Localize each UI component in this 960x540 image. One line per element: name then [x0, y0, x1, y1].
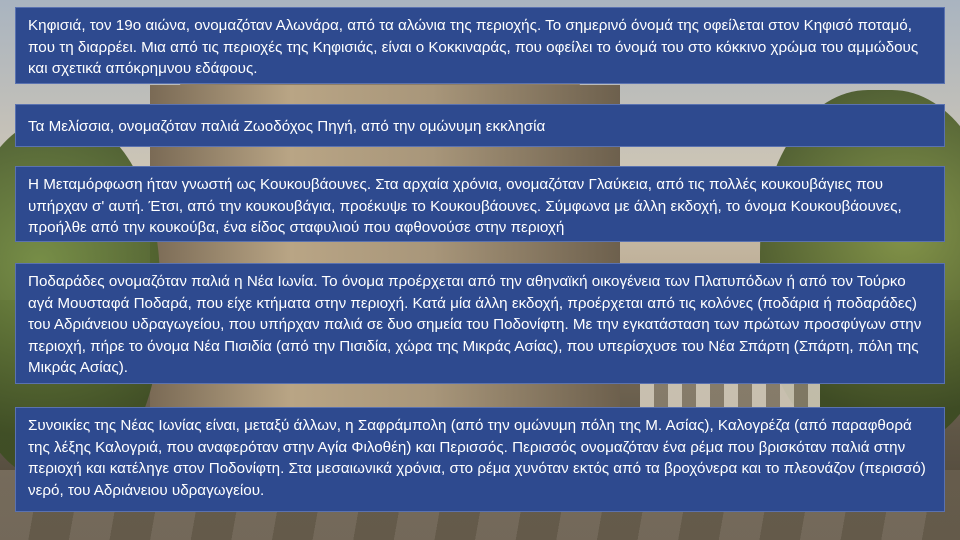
text-box-kifisia — [15, 7, 945, 84]
paragraph-metamorfosi: Η Μεταμόρφωση ήταν γνωστή ως Κουκουβάουνες. Στα αρχαία χρόνια, ονομαζόταν Γλαύκεια, από τις πολλές κουκουβάγιες που υπήρχαν σ' αυτή. Έτσι, από την κουκουβάγια, προέκυψε το Κουκουβάουνες. Σύμφωνα με άλλη εκδοχή, το όνομα Κουκουβάουνες, προήλθε από την κουκούβα, ένα είδος σταφυλιού που αφθονούσε στην περιοχή — [28, 176, 902, 236]
text-box-synoikies — [15, 407, 945, 512]
paragraph-kifisia: Κηφισιά, τον 19ο αιώνα, ονομαζόταν Αλωνάρα, από τα αλώνια της περιοχής. Το σημερινό όνομά της οφείλεται στον Κηφισό ποταμό, που τη διαρρέει. Μια από τις περιοχές της Κηφισιάς, είναι ο Κοκκιναράς, που οφείλει το όνομά του στο κόκκινο χρώμα του αμμώδους και σχετικά απόκρημνου εδάφους. — [28, 17, 919, 77]
paragraph-melissia: Τα Μελίσσια, ονομαζόταν παλιά Ζωοδόχος Πηγή, από την ομώνυμη εκκλησία — [28, 118, 546, 135]
text-box-metamorfosi — [15, 166, 945, 242]
text-box-nea-ionia — [15, 263, 945, 384]
paragraph-nea-ionia: Ποδαράδες ονομαζόταν παλιά η Νέα Ιωνία. Το όνομα προέρχεται από την αθηναϊκή οικογένεια των Πλατυπόδων ή από τον Τούρκο αγά Μουσταφά Ποδαρά, που είχε κτήματα στην περιοχή. Κατά μία άλλη εκδοχή, προέρχεται από τις κολόνες (ποδάρια ή ποδαράδες) του Αδριάνειου υδραγωγείου, που υπήρχαν παλιά σε δυο σημεία του Ποδονίφτη. Με την εγκατάσταση των πρώτων προσφύγων στην περιοχή, πήρε το όνομα Νέα Πισιδία (από την Πισιδία, χώρα της Μικράς Ασίας), που υπερίσχυσε του Νέα Σπάρτη (Σπάρτη, πόλη της Μικράς Ασίας). — [28, 273, 922, 376]
text-box-melissia — [15, 104, 945, 147]
paragraph-synoikies: Συνοικίες της Νέας Ιωνίας είναι, μεταξύ άλλων, η Σαφράμπολη (από την ομώνυμη πόλη της Μ. Ασίας), Καλογρέζα (από παραφθορά της λέξης Καλογριά, που αναφερόταν στην Αγία Φιλοθέη) και Περισσός. Περισσός ονομαζόταν ένα ρέμα που βρισκόταν παλιά στην περιοχή και κατέληγε στον Ποδονίφτη. Στα μεσαιωνικά χρόνια, στο ρέμα χυνόταν εκτός από τα βροχόνερα και το πλεονάζον (περισσό) νερό, του Αδριάνειου υδραγωγείου. — [28, 417, 926, 499]
